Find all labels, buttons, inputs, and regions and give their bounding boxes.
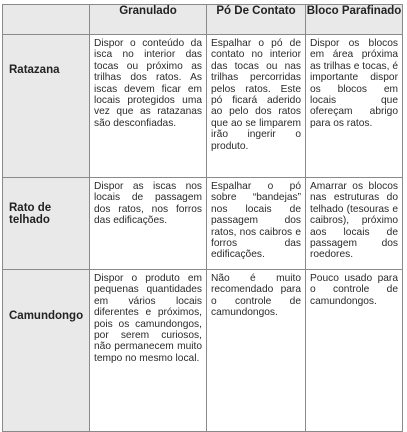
cell-rato-de-telhado-po-de-contato: Espalhar o pó sobre “bandejas” nos locais de passagem dos ratos, nos caibros e forros das edificações. <box>207 178 306 270</box>
table-row-camundongo <box>3 270 403 432</box>
table-row-ratazana <box>3 35 403 178</box>
table-header <box>3 5 403 35</box>
cell-camundongo-po-de-contato: Não é muito recomendado para o controle de camundongos. <box>207 270 306 432</box>
row-label-cell <box>3 178 90 270</box>
row-label-ratazana: Ratazana <box>9 64 60 76</box>
cell-camundongo-granulado: Dispor o produto em pequenas quantidades em vários locais diferentes e próximos, pois os camundongos, por serem curiosos, não permanecem muito tempo no mesmo local. <box>90 270 207 432</box>
row-label-rato-de-telhado: Rato de telhado <box>9 202 52 226</box>
header-po-de-contato: Pó De Contato <box>207 5 306 35</box>
table-body <box>3 35 403 432</box>
row-label-camundongo: Camundongo <box>9 310 84 322</box>
rodenticide-application-table <box>2 4 403 432</box>
cell-ratazana-po-de-contato: Espalhar o pó de contato no interior das tocas ou nas trilhas percorridas pelos ratos. Este pó ficará aderido ao pelo dos ratos que ao se limparem irão ingerir o produto. <box>207 35 306 178</box>
cell-ratazana-bloco-parafinado: Dispor os blocos em área próxima as trilhas e tocas, é importante dispor os blocos em locais que ofereçam abrigo para os ratos. <box>306 35 403 178</box>
cell-rato-de-telhado-bloco-parafinado: Amarrar os blocos nas estruturas do telhado (tesouras e caibros), próximo aos locais de passagem dos roedores. <box>306 178 403 270</box>
cell-rato-de-telhado-granulado: Dispor as iscas nos locais de passagem dos ratos, nos forros das edificações. <box>90 178 207 270</box>
row-label-cell <box>3 35 90 178</box>
header-corner-cell <box>3 5 90 35</box>
cell-ratazana-granulado: Dispor o conteúdo da isca no interior das tocas ou próximo as trilhas dos ratos. As iscas devem ficar em locais protegidos uma vez que as ratazanas são desconfiadas. <box>90 35 207 178</box>
row-label-cell <box>3 270 90 432</box>
header-bloco-parafinado: Bloco Parafinado <box>306 5 403 35</box>
table-row-rato-de-telhado <box>3 178 403 270</box>
header-row <box>3 5 403 35</box>
cell-camundongo-bloco-parafinado: Pouco usado para o controle de camundongos. <box>306 270 403 432</box>
header-granulado: Granulado <box>90 5 207 35</box>
